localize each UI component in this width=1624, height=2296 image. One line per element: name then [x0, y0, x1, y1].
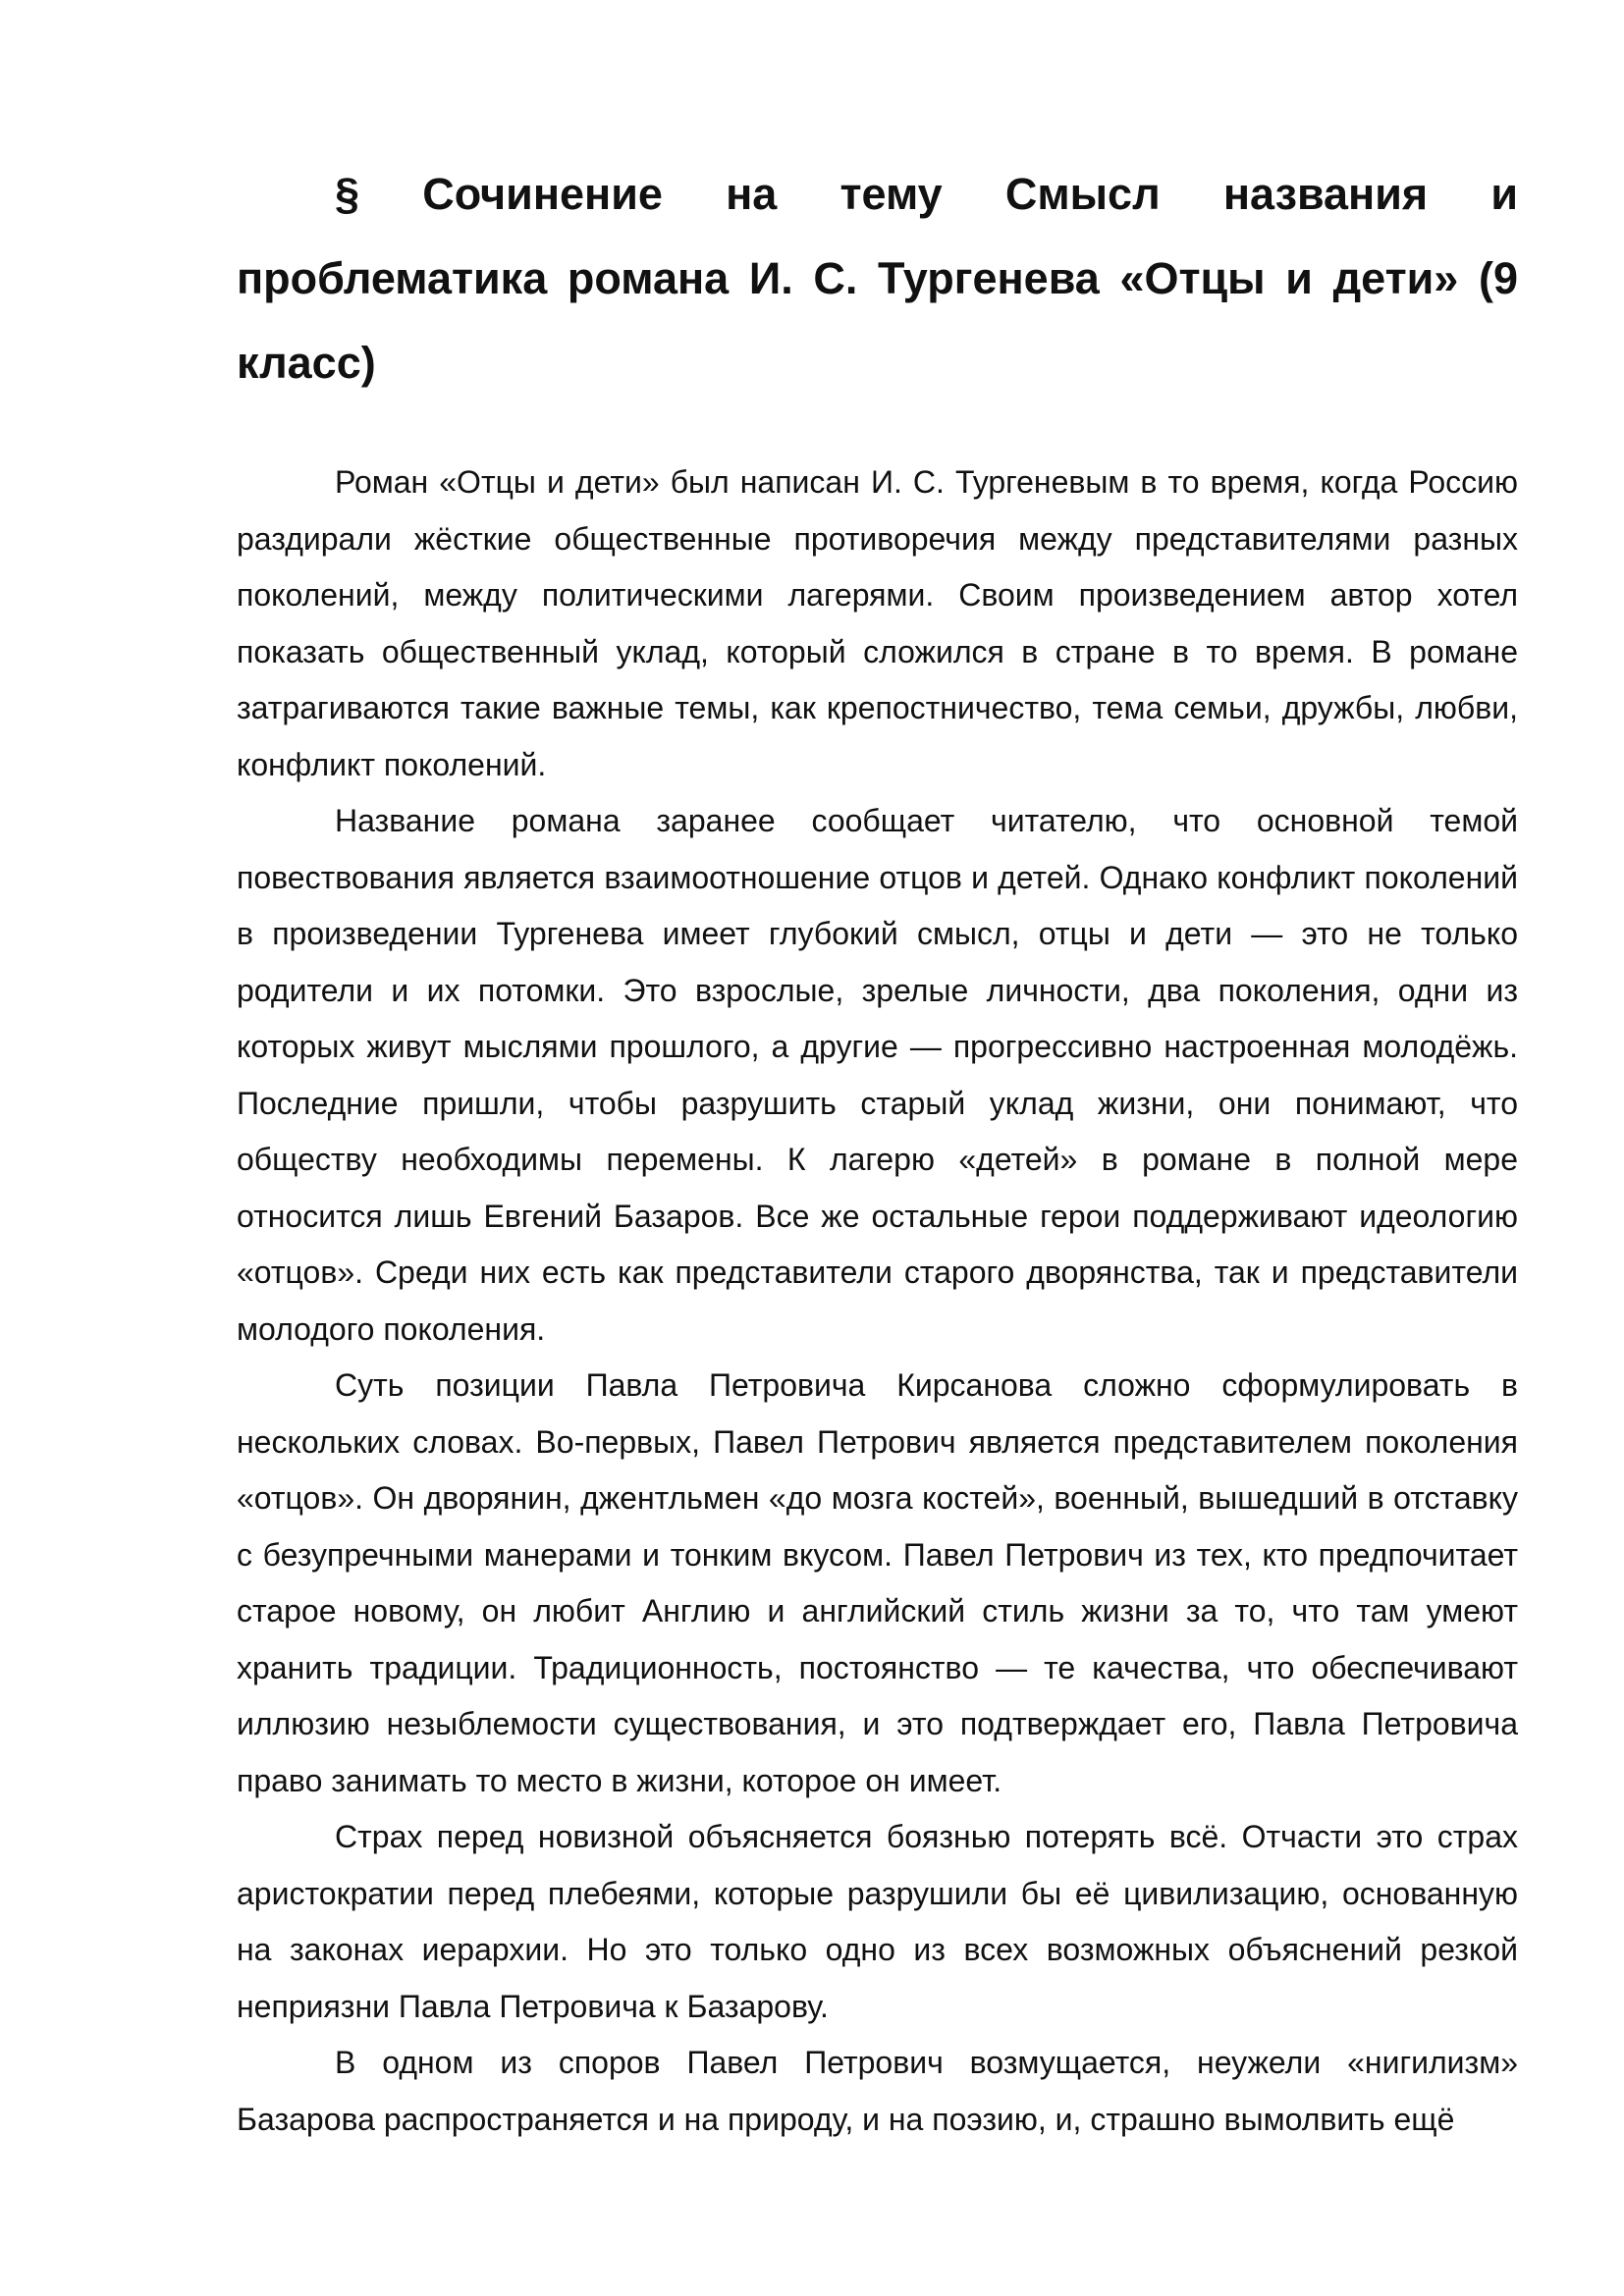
- document-page: [237, 152, 1518, 2148]
- paragraph: Суть позиции Павла Петровича Кирсанова сложно сформулировать в нескольких словах. Во-первых, Павел Петрович является представителем поколения «отцов». Он дворянин, джентльмен «до мозга костей», военный, вышедший в отставку с безупречными манерами и тонким вкусом. Павел Петрович из тех, кто предпочитает старое новому, он любит Англию и английский стиль жизни за то, что там умеют хранить традиции. Традиционность, постоянство — те качества, что обеспечивают иллюзию незыблемости существования, и это подтверждает его, Павла Петровича право занимать то место в жизни, которое он имеет.: [237, 1367, 1518, 1798]
- paragraph: Роман «Отцы и дети» был написан И. С. Тургеневым в то время, когда Россию раздирали жёсткие общественные противоречия между представителями разных поколений, между политическими лагерями. Своим произведением автор хотел показать общественный уклад, который сложился в стране в то время. В романе затрагиваются такие важные темы, как крепостничество, тема семьи, дружбы, любви, конфликт поколений.: [237, 464, 1518, 782]
- paragraph: Название романа заранее сообщает читателю, что основной темой повествования является взаимоотношение отцов и детей. Однако конфликт поколений в произведении Тургенева имеет глубокий смысл, отцы и дети — это не только родители и их потомки. Это взрослые, зрелые личности, два поколения, одни из которых живут мыслями прошлого, а другие — прогрессивно настроенная молодёжь. Последние пришли, чтобы разрушить старый уклад жизни, они понимают, что обществу необходимы перемены. К лагерю «детей» в романе в полной мере относится лишь Евгений Базаров. Все же остальные герои поддерживают идеологию «отцов». Среди них есть как представители старого дворянства, так и представители молодого поколения.: [237, 803, 1518, 1347]
- paragraph: Страх перед новизной объясняется боязнью потерять всё. Отчасти это страх аристократии перед плебеями, которые разрушили бы её цивилизацию, основанную на законах иерархии. Но это только одно из всех возможных объяснений резкой неприязни Павла Петровича к Базарову.: [237, 1819, 1518, 2024]
- paragraph: В одном из споров Павел Петрович возмущается, неужели «нигилизм» Базарова распространяется и на природу, и на поэзию, и, страшно вымолвить ещё: [237, 2045, 1518, 2137]
- document-body: [237, 454, 1518, 2148]
- document-title: § Сочинение на тему Смысл названия и проблематика романа И. С. Тургенева «Отцы и дети» (9 класс): [237, 169, 1518, 388]
